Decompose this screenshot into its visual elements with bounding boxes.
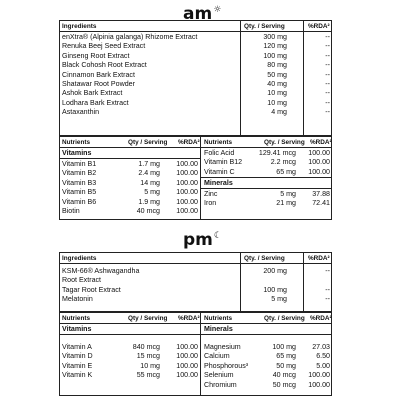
- table-row: [62, 108, 330, 117]
- nutrient-name: Vitamin B12: [204, 158, 243, 167]
- ingredient-qty: 10 mg: [267, 98, 287, 107]
- mineral-rda: 27.03: [312, 343, 330, 351]
- table-row: [62, 160, 198, 169]
- mineral-qty: 100 mg: [272, 343, 296, 351]
- am-rda-header-right: %RDA²: [310, 139, 332, 146]
- nutrient-name: Vitamin B1: [62, 160, 97, 168]
- ingredient-name: Melatonin: [62, 295, 93, 304]
- am-rda-header: %RDA²: [308, 23, 330, 30]
- ingredient-qty: [242, 276, 287, 285]
- pm-ingredients-header: Ingredients: [62, 255, 97, 262]
- am-minerals-label: Minerals: [204, 179, 233, 187]
- table-row: [62, 99, 330, 108]
- am-rda-header-left: %RDA²: [178, 139, 200, 146]
- ingredient-name: Astaxanthin: [62, 108, 100, 117]
- mineral-name: Selenium: [204, 371, 234, 380]
- table-row: [204, 362, 330, 371]
- nutrient-qty: 5 mg: [144, 188, 160, 197]
- table-row: [62, 61, 330, 70]
- nutrient-rda: 100.00: [176, 352, 198, 361]
- mineral-rda: 100.00: [308, 380, 330, 389]
- nutrient-name: Vitamin D: [62, 352, 93, 361]
- am-nutrients-header-left: Nutrients: [62, 139, 91, 146]
- nutrient-qty: 65 mg: [276, 167, 296, 176]
- nutrient-name: Vitamin A: [62, 343, 92, 351]
- ingredient-rda: [287, 276, 330, 285]
- ingredient-rda: --: [325, 89, 330, 98]
- table-row: [62, 267, 330, 276]
- ingredient-name: Lodhara Bark Extract: [62, 98, 129, 107]
- nutrient-qty: 1.7 mg: [138, 160, 160, 168]
- nutrient-rda: 100.00: [308, 167, 330, 176]
- table-row: [62, 169, 198, 178]
- am-ingredients-header: Ingredients: [62, 23, 97, 30]
- ingredient-rda: --: [325, 295, 330, 304]
- ingredient-qty: 80 mg: [267, 61, 287, 70]
- table-row: [204, 343, 330, 352]
- nutrient-rda: 100.00: [176, 371, 198, 380]
- table-row: [204, 371, 330, 380]
- nutrient-qty: 15 mcg: [136, 352, 160, 361]
- table-row: [62, 276, 330, 285]
- pm-minerals-list: [204, 343, 330, 390]
- nutrient-name: Vitamin C: [204, 167, 235, 176]
- mineral-rda: 5.00: [316, 361, 330, 370]
- ingredient-name: Ginseng Root Extract: [62, 51, 130, 60]
- table-row: [62, 71, 330, 80]
- table-row: [62, 52, 330, 61]
- am-vitamins-label: Vitamins: [62, 149, 92, 157]
- ingredient-rda: --: [325, 70, 330, 79]
- am-ingredients-list: [62, 33, 330, 118]
- nutrient-qty: 2.2 mcg: [270, 158, 296, 167]
- table-row: [62, 371, 198, 380]
- mineral-name: Magnesium: [204, 343, 241, 351]
- ingredient-rda: --: [325, 42, 330, 51]
- mineral-name: Phosphorous³: [204, 361, 249, 370]
- nutrient-rda: 100.00: [176, 361, 198, 370]
- mineral-qty: 50 mg: [276, 361, 296, 370]
- ingredient-rda: --: [325, 33, 330, 41]
- table-row: [204, 190, 330, 199]
- mineral-name: Zinc: [204, 190, 218, 198]
- ingredient-qty: 4 mg: [271, 108, 287, 117]
- pm-rda-header-right: %RDA²: [310, 315, 332, 322]
- mineral-rda: 37.88: [312, 190, 330, 198]
- table-row: [62, 198, 198, 207]
- pm-nutrients-header-right: Nutrients: [204, 315, 233, 322]
- am-vitamins-list: [62, 160, 198, 216]
- ingredient-rda: --: [325, 267, 330, 275]
- mineral-qty: 65 mg: [276, 352, 296, 361]
- pm-rda-header: %RDA²: [308, 255, 330, 262]
- ingredient-qty: 120 mg: [263, 42, 287, 51]
- nutrient-qty: 10 mg: [140, 361, 160, 370]
- table-row: [62, 352, 198, 361]
- ingredient-rda: --: [325, 80, 330, 89]
- nutrient-name: Vitamin K: [62, 371, 93, 380]
- am-qty-header: Qty. / Serving: [244, 23, 285, 30]
- mineral-rda: 6.50: [316, 352, 330, 361]
- ingredient-name: Renuka Beej Seed Extract: [62, 42, 146, 51]
- nutrient-qty: 55 mcg: [136, 371, 160, 380]
- nutrient-rda: 100.00: [308, 158, 330, 167]
- table-row: [62, 343, 198, 352]
- ingredient-qty: 200 mg: [263, 267, 287, 275]
- mineral-rda: 100.00: [308, 371, 330, 380]
- nutrient-rda: 100.00: [176, 207, 198, 216]
- mineral-rda: 72.41: [312, 199, 330, 208]
- ingredient-qty: 100 mg: [263, 51, 287, 60]
- table-row: [204, 158, 330, 167]
- ingredient-qty: 5 mg: [271, 295, 287, 304]
- table-row: [62, 286, 330, 295]
- table-row: [204, 168, 330, 177]
- table-row: [204, 352, 330, 361]
- mineral-qty: 50 mcg: [272, 380, 296, 389]
- ingredient-name: Ashok Bark Extract: [62, 89, 123, 98]
- ingredient-name: Cinnamon Bark Extract: [62, 70, 135, 79]
- nutrient-name: Biotin: [62, 207, 80, 216]
- nutrient-name: Vitamin B2: [62, 169, 97, 178]
- ingredient-rda: --: [325, 61, 330, 70]
- crescent-moon-icon: ☾: [213, 231, 222, 241]
- ingredient-rda: --: [325, 98, 330, 107]
- mineral-name: Calcium: [204, 352, 230, 361]
- am-minerals-list: [204, 190, 330, 209]
- table-row: [204, 199, 330, 208]
- nutrient-qty: 2.4 mg: [138, 169, 160, 178]
- ingredient-rda: --: [325, 108, 330, 117]
- pm-qty-header: Qty. / Serving: [244, 255, 285, 262]
- ingredient-qty: 100 mg: [263, 285, 287, 294]
- nutrient-rda: 100.00: [176, 343, 198, 351]
- nutrient-name: Vitamin B6: [62, 197, 97, 206]
- table-row: [62, 362, 198, 371]
- table-row: [62, 295, 330, 304]
- am-right-vitamins-list: [204, 149, 330, 177]
- pm-vitamins-list: [62, 343, 198, 381]
- nutrient-qty: 40 mcg: [136, 207, 160, 216]
- table-row: [62, 80, 330, 89]
- am-nutrients-table: [59, 136, 332, 220]
- ingredient-qty: 10 mg: [267, 89, 287, 98]
- ingredient-name: KSM-66® Ashwagandha: [62, 267, 140, 275]
- nutrient-name: Vitamin E: [62, 361, 93, 370]
- ingredient-name: Shatawar Root Powder: [62, 80, 135, 89]
- ingredient-name: Tagar Root Extract: [62, 285, 121, 294]
- am-qty-header-right: Qty. / Serving: [264, 139, 305, 146]
- pm-nutrients-table: [59, 312, 332, 396]
- mineral-qty: 21 mg: [276, 199, 296, 208]
- nutrient-rda: 100.00: [308, 149, 330, 157]
- am-ingredients-table: [59, 20, 332, 136]
- nutrient-name: Vitamin B3: [62, 178, 97, 187]
- nutrient-rda: 100.00: [176, 169, 198, 178]
- am-title-text: am: [183, 4, 213, 24]
- pm-rda-header-left: %RDA²: [178, 315, 200, 322]
- table-row: [62, 42, 330, 51]
- sun-icon: ☼: [213, 5, 222, 15]
- nutrient-name: Folic Acid: [204, 149, 235, 157]
- pm-ingredients-table: [59, 252, 332, 312]
- am-nutrients-header-right: Nutrients: [204, 139, 233, 146]
- mineral-qty: 5 mg: [280, 190, 296, 198]
- table-row: [204, 381, 330, 390]
- pm-vitamins-label: Vitamins: [62, 325, 92, 333]
- table-row: [62, 33, 330, 42]
- nutrient-qty: 14 mg: [140, 178, 160, 187]
- ingredient-rda: --: [325, 285, 330, 294]
- pm-title: [183, 232, 222, 249]
- table-row: [62, 188, 198, 197]
- ingredient-name: Black Cohosh Root Extract: [62, 61, 147, 70]
- am-qty-header-left: Qty / Serving: [128, 139, 168, 146]
- nutrient-name: Vitamin B5: [62, 188, 97, 197]
- nutrient-rda: 100.00: [176, 160, 198, 168]
- mineral-name: Chromium: [204, 380, 237, 389]
- pm-ingredients-list: [62, 267, 330, 305]
- ingredient-qty: 300 mg: [263, 33, 287, 41]
- ingredient-qty: 40 mg: [267, 80, 287, 89]
- ingredient-qty: 50 mg: [267, 70, 287, 79]
- ingredient-name: enXtra® (Alpinia galanga) Rhizome Extract: [62, 33, 198, 41]
- nutrient-rda: 100.00: [176, 197, 198, 206]
- mineral-qty: 40 mcg: [272, 371, 296, 380]
- nutrient-qty: 1.9 mg: [138, 197, 160, 206]
- nutrient-qty: 840 mcg: [132, 343, 160, 351]
- table-row: [204, 149, 330, 158]
- table-row: [62, 179, 198, 188]
- ingredient-name: Root Extract: [62, 276, 102, 285]
- pm-qty-header-right: Qty. / Serving: [264, 315, 305, 322]
- pm-title-text: pm: [183, 230, 213, 250]
- pm-nutrients-header-left: Nutrients: [62, 315, 91, 322]
- pm-minerals-label: Minerals: [204, 325, 233, 333]
- ingredient-rda: --: [325, 51, 330, 60]
- nutrient-qty: 129.41 mcg: [258, 149, 296, 157]
- table-row: [62, 89, 330, 98]
- mineral-name: Iron: [204, 199, 217, 208]
- table-row: [62, 207, 198, 216]
- nutrient-rda: 100.00: [176, 188, 198, 197]
- nutrient-rda: 100.00: [176, 178, 198, 187]
- pm-qty-header-left: Qty / Serving: [128, 315, 168, 322]
